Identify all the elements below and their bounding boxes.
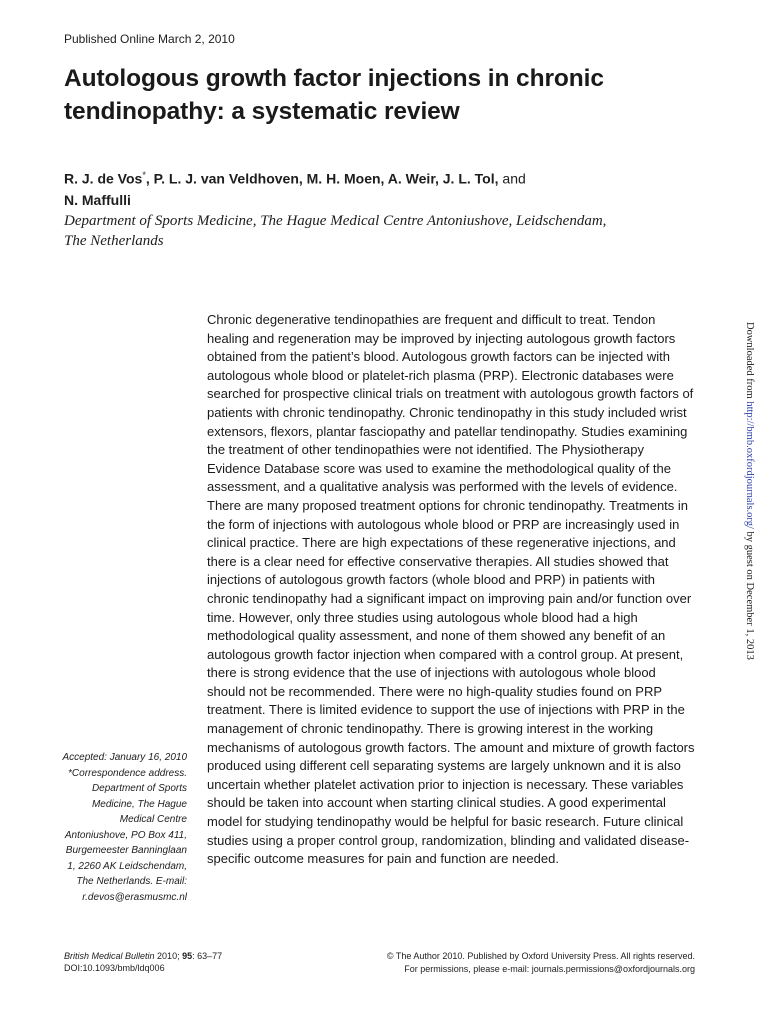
- article-title: Autologous growth factor injections in chronic tendinopathy: a systematic review: [64, 65, 604, 125]
- journal-volume: 95: [182, 951, 193, 961]
- affiliation-line-2: The Netherlands: [64, 233, 164, 249]
- download-link[interactable]: http://bmb.oxfordjournals.org/: [744, 401, 755, 529]
- journal-year: 2010;: [154, 951, 183, 961]
- download-suffix: by guest on December 1, 2013: [744, 528, 755, 660]
- journal-pages: : 63–77: [192, 951, 223, 961]
- author-last: N. Maffulli: [64, 191, 131, 208]
- affiliation: [64, 211, 684, 251]
- copyright-notice: © The Author 2010. Published by Oxford University Press. All rights reserved.: [386, 951, 695, 961]
- download-note: [744, 322, 755, 660]
- published-date: Published Online March 2, 2010: [64, 32, 235, 46]
- abstract-text: Chronic degenerative tendinopathies are frequent and difficult to treat. Tendon healing and regeneration may be improved by injecting autologous growth factors obtained from the patient’s blood. Autologous growth factors can be injected with autologous whole blood or platelet-rich plasma (PRP). Electronic databases were searched for prospective clinical trials on treatment with autologous growth factors of patients with chronic tendinopathy. Chronic tendinopathy in this study included wrist extensors, flexors, plantar fasciopathy and patellar tendinopathy. Studies examining the treatment of other tendinopathies were not identified. The Physiotherapy Evidence Database score was used to examine the methodological quality of the assessment, and a qualitative analysis was performed with the levels of evidence. There are many proposed treatment options for chronic tendinopathy. Treatments in the form of injections with autologous whole blood or PRP are increasingly used in clinical practice. There are high expectations of these regenerative injections, and there is a clear need for effective conservative therapies. All studies showed that injections of autologous growth factors (whole blood and PRP) in patients with chronic tendinopathy had a significant impact on improving pain and/or function over time. However, only three studies using autologous whole blood had a high methodological quality assessment, and none of them showed any benefit of an autologous growth factor injection when compared with a control group. At present, there is strong evidence that the use of injections with autologous whole blood should not be recommended. There were no high-quality studies found on PRP treatment. There is limited evidence to support the use of injections with PRP in the management of chronic tendinopathy. There is growing interest in the working mechanisms of autologous growth factors. The amount and mixture of growth factors produced using different cell separating systems are largely unknown and it is also uncertain whether platelet activation prior to injection is necessary. These variables should be taken into account when starting clinical studies. A good experimental model for studying tendinopathy would be helpful for basic research. Future clinical studies using a proper control group, randomization, blinding and validated disease-specific outcome measures for pain and function are needed.: [207, 312, 695, 867]
- journal-name: British Medical Bulletin: [64, 951, 155, 961]
- download-prefix: Downloaded from: [744, 322, 755, 402]
- author-first: R. J. de Vos: [64, 170, 143, 187]
- permissions-notice: For permissions, please e-mail: journals.permissions@oxfordjournals.org: [404, 964, 695, 974]
- doi: DOI:10.1093/bmb/ldq006: [64, 963, 165, 973]
- copyright-footer: [387, 950, 695, 976]
- affiliation-line-1: Department of Sports Medicine, The Hague Medical Centre Antoniushove, Leidschendam,: [64, 213, 607, 229]
- citation-footer: [64, 950, 222, 974]
- correspondence-marker: *: [142, 170, 146, 180]
- author-others: , P. L. J. van Veldhoven, M. H. Moen, A. Weir, J. L. Tol,: [145, 170, 499, 187]
- article-sidenote: [62, 750, 187, 905]
- author-list: [64, 165, 684, 211]
- accepted-date: Accepted: January 16, 2010: [62, 752, 187, 763]
- correspondence-address: *Correspondence address. Department of Sports Medicine, The Hague Medical Centre Antoniushove, PO Box 411, Burgemeester Banninglaan 1, 2260 AK Leidschendam, The Netherlands. E-mail: r.devos@erasmusmc.nl: [64, 767, 187, 903]
- author-conjunction: and: [498, 170, 526, 187]
